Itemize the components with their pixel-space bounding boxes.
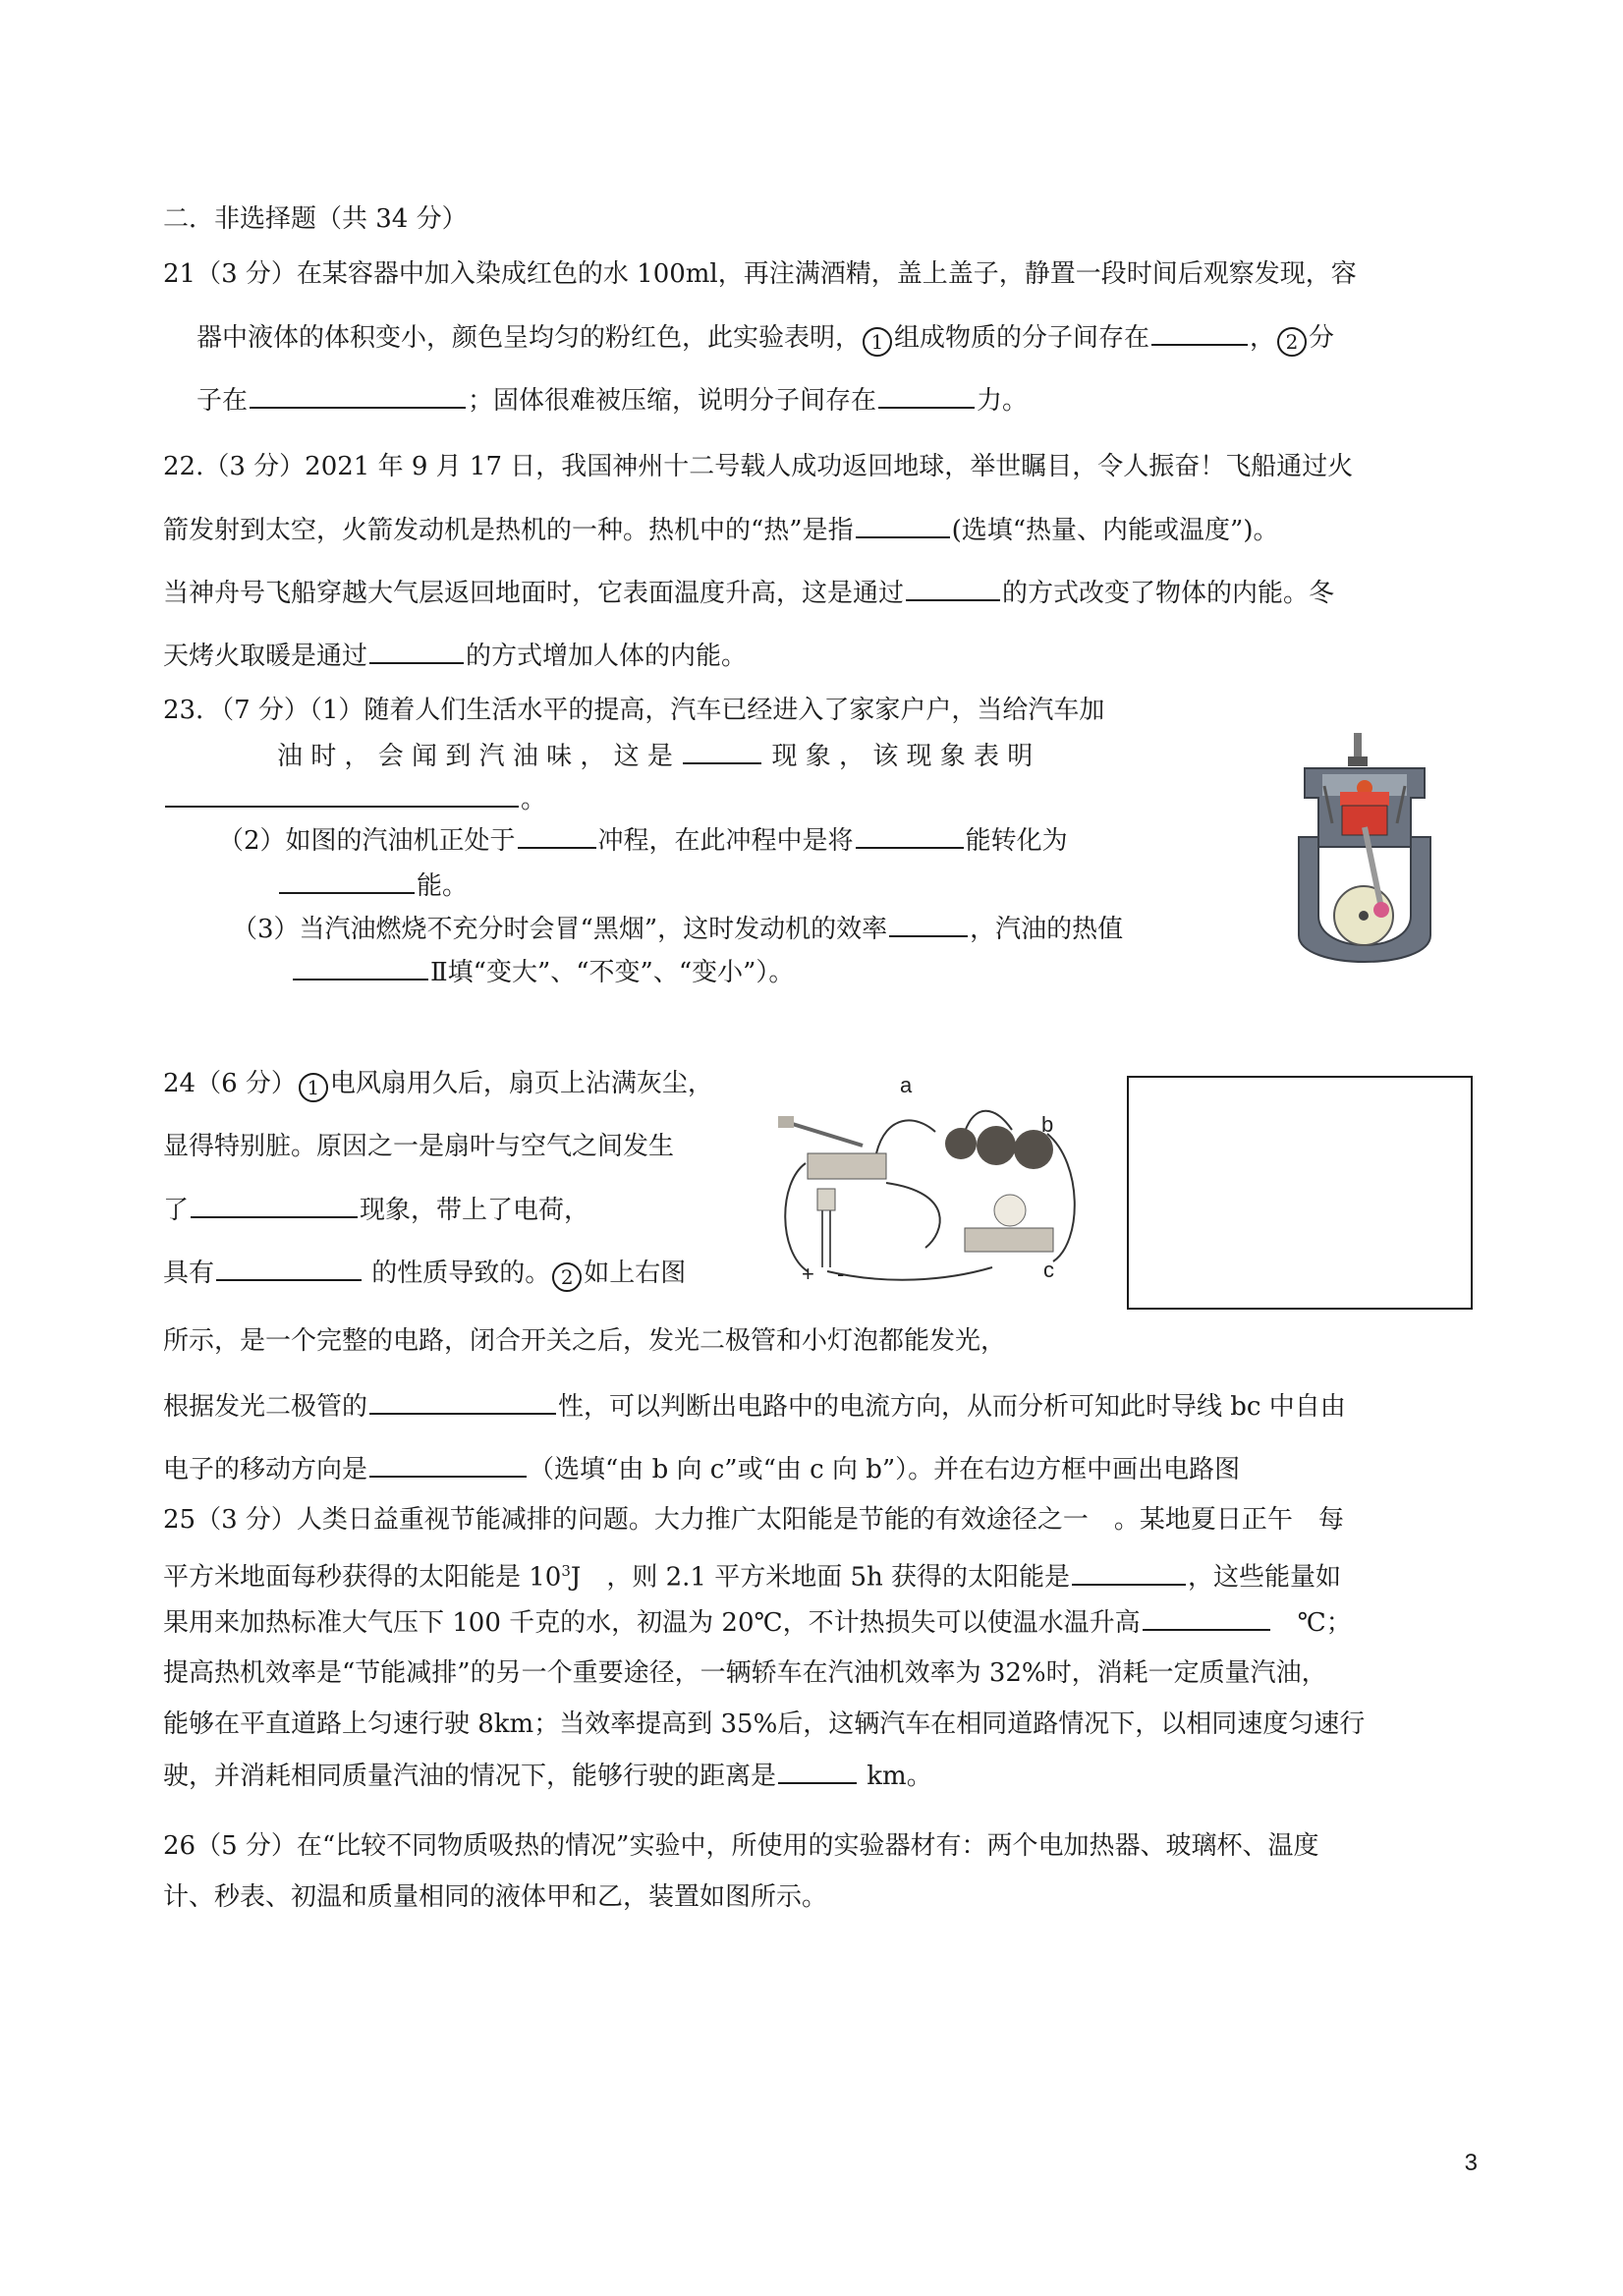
answer-blank[interactable] — [856, 513, 950, 538]
q22-line1: 22.（3 分）2021 年 9 月 17 日，我国神州十二号载人成功返回地球，举世瞩目，令人振奋！飞船通过火 — [163, 452, 1354, 481]
page-number: 3 — [1464, 2150, 1478, 2176]
q21-line3 — [196, 383, 1028, 418]
q25-text: 平方米地面每秒获得的太阳能是 10 — [163, 1562, 562, 1593]
answer-blank[interactable] — [683, 739, 761, 764]
q24-text: （选填“由 b 向 c”或“由 c 向 b”）。并在右边方框中画出电路图 — [529, 1455, 1241, 1484]
circled-number-2: 2 — [1277, 327, 1307, 357]
label-a: a — [900, 1075, 913, 1097]
q24-text: 如上右图 — [584, 1259, 687, 1288]
q24-text: 了 — [163, 1196, 190, 1225]
q24-line3 — [163, 1193, 589, 1227]
label-minus: - — [837, 1261, 845, 1286]
q23-line4 — [218, 823, 1068, 858]
label-b: b — [1041, 1112, 1054, 1137]
circuit-figure — [768, 1075, 1092, 1297]
q22-line2 — [163, 513, 1278, 547]
answer-blank[interactable] — [369, 1389, 556, 1415]
q21-text: 子在 — [196, 386, 249, 416]
exponent: 3 — [561, 1562, 571, 1580]
q25-text: ，这些能量如 — [1188, 1562, 1342, 1593]
q25-line5: 能够在平直道路上匀速行驶 8km；当效率提高到 35%后，这辆汽车在相同道路情况下，以相同速度匀速行 — [163, 1709, 1366, 1739]
answer-blank[interactable] — [1143, 1605, 1270, 1631]
q24-text: 的性质导致的。 — [364, 1259, 551, 1288]
q21-text: 器中液体的体积变小，颜色呈均匀的粉红色，此实验表明， — [196, 323, 862, 353]
q24-text: 根据发光二极管的 — [163, 1392, 368, 1422]
gasoline-engine-icon — [1295, 729, 1434, 975]
q25-text: 果用来加热标准大气压下 100 千克的水，初温为 20℃，不计热损失可以使温水温升高 — [163, 1608, 1141, 1638]
q24-line7 — [163, 1452, 1240, 1486]
q24-line5: 所示，是一个完整的电路，闭合开关之后，发光二极管和小灯泡都能发光， — [163, 1326, 1007, 1356]
q23-text: 能。 — [417, 871, 469, 901]
q23-line3 — [163, 782, 546, 816]
q23-text: （2）如图的汽油机正处于 — [218, 826, 516, 856]
q25-text: 驶，并消耗相同质量汽油的情况下，能够行驶的距离是 — [163, 1762, 777, 1791]
q24-text: 现象，带上了电荷， — [360, 1196, 590, 1225]
answer-blank[interactable] — [191, 1193, 358, 1218]
q22-text: 箭发射到太空，火箭发动机是热机的一种。热机中的“热”是指 — [163, 516, 854, 545]
answer-blank[interactable] — [165, 782, 519, 808]
answer-blank[interactable] — [878, 383, 975, 409]
q24-line6 — [163, 1389, 1346, 1424]
q23-text: （3）当汽油燃烧不充分时会冒“黑烟”，这时发动机的效率 — [232, 915, 888, 944]
q21-text: 力。 — [977, 386, 1029, 416]
q21-text: 组成物质的分子间存在 — [894, 323, 1150, 353]
q25-line2 — [163, 1554, 1341, 1595]
answer-blank[interactable] — [279, 868, 415, 894]
q23-line2 — [277, 739, 1033, 773]
answer-blank[interactable] — [369, 639, 464, 664]
q22-text: 天烤火取暖是通过 — [163, 642, 368, 671]
q26-line2: 计、秒表、初温和质量相同的液体甲和乙，装置如图所示。 — [163, 1882, 828, 1912]
q24-text: 性，可以判断出电路中的电流方向，从而分析可知此时导线 bc 中自由 — [558, 1392, 1346, 1422]
answer-blank[interactable] — [250, 383, 466, 409]
q23-text: 冲程，在此冲程中是将 — [597, 826, 854, 856]
circled-number-2: 2 — [552, 1262, 582, 1292]
q22-text: (选填“热量、内能或温度”)。 — [951, 516, 1279, 545]
q25-line3 — [163, 1605, 1352, 1640]
label-plus: + — [802, 1261, 814, 1286]
answer-blank[interactable] — [906, 576, 1000, 601]
q23-text: Ⅱ填“变大”、“不变”、“变小”）。 — [430, 958, 795, 987]
q21-line1: 21（3 分）在某容器中加入染成红色的水 100ml，再注满酒精，盖上盖子，静置一段时间后观察发现，容 — [163, 259, 1357, 289]
q23-text: ，汽油的热值 — [970, 915, 1124, 944]
q24-text: 电子的移动方向是 — [163, 1455, 368, 1484]
q21-text: 分 — [1309, 323, 1335, 353]
q25-text: J ，则 2.1 平方米地面 5h 获得的太阳能是 — [570, 1562, 1071, 1593]
q23-line7 — [291, 955, 794, 989]
answer-blank[interactable] — [889, 912, 968, 937]
q22-line3 — [163, 576, 1334, 610]
q21-line2 — [196, 320, 1334, 357]
q25-line4: 提高热机效率是“节能减排”的另一个重要途径，一辆轿车在汽油机效率为 32%时，消耗一定质量汽油， — [163, 1658, 1327, 1688]
section-header: 二．非选择题（共 34 分） — [163, 204, 468, 234]
answer-blank[interactable] — [856, 823, 964, 849]
answer-blank[interactable] — [369, 1452, 527, 1478]
answer-blank[interactable] — [778, 1759, 857, 1784]
answer-blank[interactable] — [1072, 1560, 1186, 1586]
q24-text: 具有 — [163, 1259, 215, 1288]
q22-line4 — [163, 639, 747, 673]
q22-text: 当神舟号飞船穿越大气层返回地面时，它表面温度升高，这是通过 — [163, 579, 905, 608]
circled-number-1: 1 — [299, 1073, 328, 1102]
q21-text: ；固体很难被压缩，说明分子间存在 — [468, 386, 877, 416]
q26-line1: 26（5 分）在“比较不同物质吸热的情况”实验中，所使用的实验器材有：两个电加热器、玻璃杯、温度 — [163, 1831, 1319, 1861]
label-c: c — [1043, 1258, 1054, 1282]
q25-text: ℃； — [1297, 1608, 1352, 1638]
q24-text: 24（6 分） — [163, 1069, 297, 1098]
q23-line6 — [232, 912, 1123, 946]
answer-blank[interactable] — [1151, 320, 1248, 346]
q21-text: ， — [1250, 323, 1276, 353]
q23-text: 能转化为 — [965, 826, 1068, 856]
q24-line4 — [163, 1256, 686, 1292]
q23-line1: 23．（7 分）（1）随着人们生活水平的提高，汽车已经进入了家家户户，当给汽车加 — [163, 696, 1105, 725]
answer-blank[interactable] — [293, 955, 428, 980]
q23-text: 现 象 ， 该 现 象 表 明 — [771, 742, 1034, 771]
q23-text: 。 — [521, 785, 547, 814]
q22-text: 的方式改变了物体的内能。冬 — [1002, 579, 1335, 608]
q25-line6 — [163, 1759, 932, 1793]
q23-line5 — [277, 868, 468, 903]
answer-blank[interactable] — [216, 1256, 362, 1281]
q22-text: 的方式增加人体的内能。 — [466, 642, 748, 671]
q25-line1: 25（3 分）人类日益重视节能减排的问题。大力推广太阳能是节能的有效途径之一 。某地夏日正午 每 — [163, 1505, 1344, 1535]
circuit-photo-icon — [768, 1075, 1092, 1297]
answer-blank[interactable] — [518, 823, 596, 849]
q24-text: 电风扇用久后，扇页上沾满灰尘， — [329, 1069, 713, 1098]
q24-line1 — [163, 1067, 713, 1102]
q23-text: 油 时 ， 会 闻 到 汽 油 味 ， 这 是 — [277, 742, 673, 771]
q25-text: km。 — [867, 1762, 932, 1791]
q24-line2: 显得特别脏。原因之一是扇叶与空气之间发生 — [163, 1132, 675, 1161]
drawing-answer-box[interactable] — [1127, 1076, 1473, 1310]
circled-number-1: 1 — [863, 327, 892, 357]
